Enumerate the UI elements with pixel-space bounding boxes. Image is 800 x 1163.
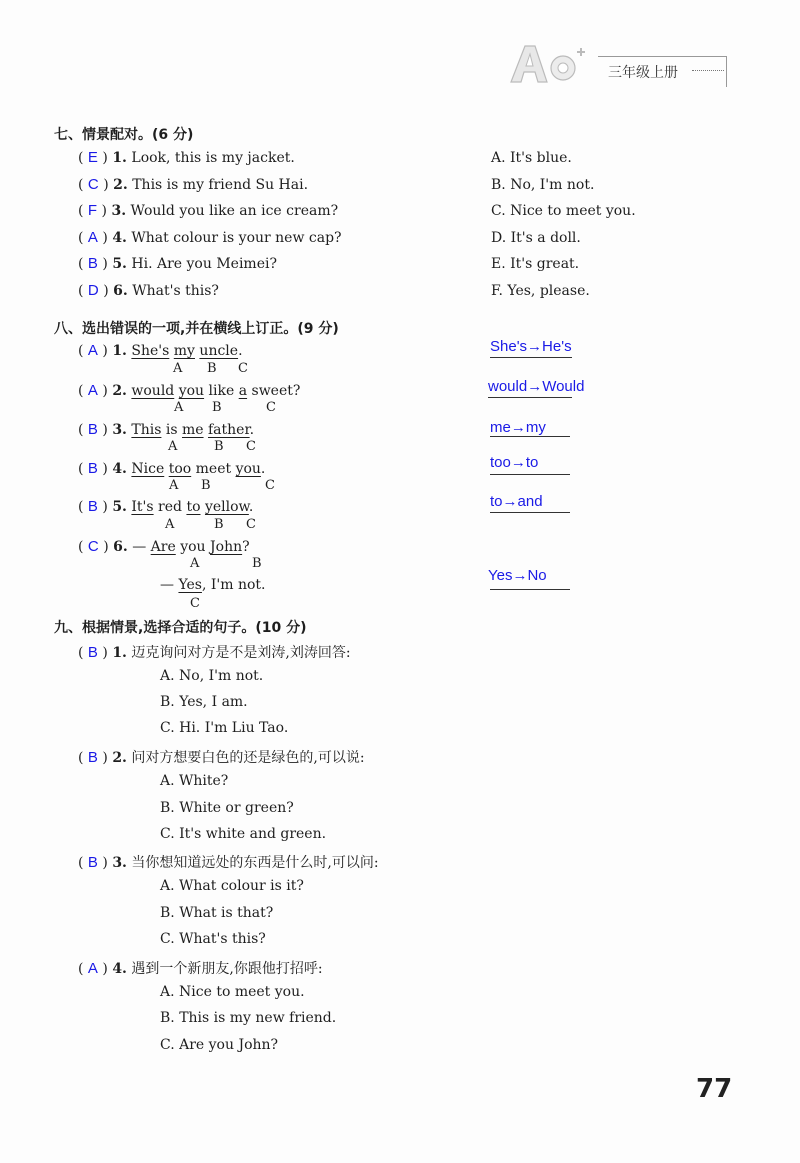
section-7-title: 七、情景配对。(6 分) [54,127,194,143]
label-b: B [201,478,211,493]
answer-letter[interactable]: C [87,176,99,193]
answer-line [490,474,570,475]
s7-q1: ( E ) 1. Look, this is my jacket. [78,149,295,166]
answer-letter[interactable]: B [87,460,98,477]
s9-q2: ( B ) 2. 问对方想要白色的还是绿色的,可以说: [78,749,365,766]
answer-letter[interactable]: D [87,282,99,299]
s8-q3: ( B ) 3. This is me father. [78,421,255,438]
page-number: 77 [696,1074,733,1104]
answer-line [490,512,570,513]
s9-q3-option: A. What colour is it? [160,878,304,894]
s7-option: E. It's great. [491,256,580,272]
s9-q1-option: B. Yes, I am. [160,694,248,710]
s9-q1-option: A. No, I'm not. [160,668,264,684]
answer-letter[interactable]: A [87,229,98,246]
section-8-title: 八、选出错误的一项,并在横线上订正。(9 分) [54,321,339,337]
s9-q2-option: A. White? [160,773,229,789]
correction-4[interactable]: too→to [490,454,539,471]
answer-letter[interactable]: E [87,149,98,166]
s9-q2-option: B. White or green? [160,800,294,816]
s8-q2: ( A ) 2. would you like a sweet? [78,382,301,399]
label-b: B [214,517,224,532]
s9-q1-option: C. Hi. I'm Liu Tao. [160,720,289,736]
label-a: A [173,361,183,376]
s9-q3-option: B. What is that? [160,905,274,921]
s7-q5: ( B ) 5. Hi. Are you Meimei? [78,255,277,272]
header-logo [505,40,595,86]
answer-letter[interactable]: C [87,538,99,555]
answer-line [488,397,572,398]
answer-letter[interactable]: B [87,644,98,661]
label-c: C [190,596,200,611]
s8-q4: ( B ) 4. Nice too meet you. [78,460,266,477]
answer-letter[interactable]: B [87,498,98,515]
s9-q4-option: B. This is my new friend. [160,1010,337,1026]
answer-letter[interactable]: B [87,255,98,272]
answer-letter[interactable]: B [87,854,98,871]
s7-q2: ( C ) 2. This is my friend Su Hai. [78,176,309,193]
logo-icon [505,40,595,86]
label-c: C [265,478,275,493]
s8-q6-reply: — Yes, I'm not. [160,577,266,593]
label-c: C [246,517,256,532]
answer-letter[interactable]: A [87,960,98,977]
label-b: B [212,400,222,415]
label-a: A [165,517,175,532]
header-dots [692,70,724,71]
correction-1[interactable]: She's→He's [490,338,572,355]
correction-6[interactable]: Yes→No [488,567,547,584]
label-c: C [238,361,248,376]
label-a: A [190,556,200,571]
s8-q5: ( B ) 5. It's red to yellow. [78,498,254,515]
answer-letter[interactable]: A [87,382,98,399]
label-c: C [246,439,256,454]
label-a: A [174,400,184,415]
s7-q4: ( A ) 4. What colour is your new cap? [78,229,342,246]
label-c: C [266,400,276,415]
s7-q3: ( F ) 3. Would you like an ice cream? [78,202,339,219]
s9-q4-option: C. Are you John? [160,1037,279,1053]
label-a: A [169,478,179,493]
answer-letter[interactable]: F [87,202,98,219]
s9-q2-option: C. It's white and green. [160,826,327,842]
label-b: B [252,556,262,571]
s7-option: F. Yes, please. [491,283,590,299]
s9-q4: ( A ) 4. 遇到一个新朋友,你跟他打招呼: [78,960,323,977]
s8-q6: ( C ) 6. — Are you John? [78,538,250,555]
label-b: B [214,439,224,454]
correction-5[interactable]: to→and [490,493,543,510]
correction-2[interactable]: would→Would [488,378,585,395]
s9-q1: ( B ) 1. 迈克询问对方是不是刘涛,刘涛回答: [78,644,351,661]
answer-letter[interactable]: B [87,421,98,438]
s7-option: C. Nice to meet you. [491,203,636,219]
answer-line [490,589,570,590]
s9-q3: ( B ) 3. 当你想知道远处的东西是什么时,可以问: [78,854,379,871]
s9-q4-option: A. Nice to meet you. [160,984,305,1000]
s7-q6: ( D ) 6. What's this? [78,282,219,299]
answer-letter[interactable]: A [87,342,98,359]
s7-option: B. No, I'm not. [491,177,595,193]
s8-q1: ( A ) 1. She's my uncle. [78,342,243,359]
label-b: B [207,361,217,376]
label-a: A [168,439,178,454]
answer-line [490,436,570,437]
grade-label: 三年级上册 [608,65,678,81]
section-9-title: 九、根据情景,选择合适的句子。(10 分) [54,620,307,636]
s9-q3-option: C. What's this? [160,931,266,947]
answer-line [490,357,572,358]
s7-option: A. It's blue. [491,150,572,166]
s7-option: D. It's a doll. [491,230,581,246]
answer-letter[interactable]: B [87,749,98,766]
correction-3[interactable]: me→my [490,419,546,436]
